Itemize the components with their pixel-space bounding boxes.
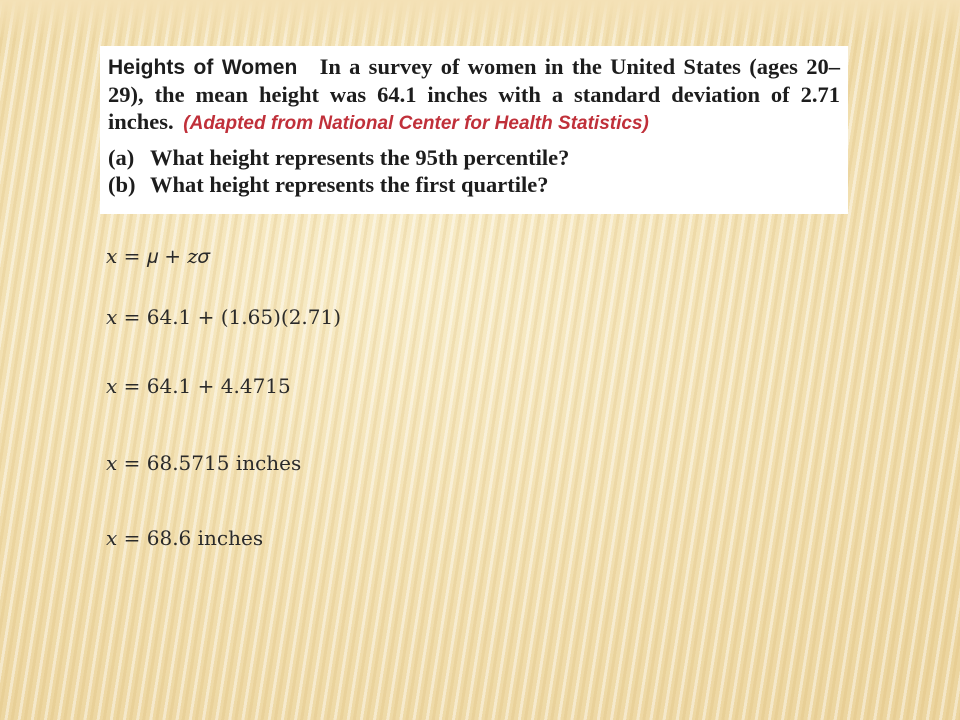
problem-title: Heights of Women bbox=[108, 56, 298, 79]
rounded-result-line: 𝑥 = 68.6 inches bbox=[106, 526, 264, 550]
question-a bbox=[108, 144, 840, 171]
question-b-text: What height represents the first quartile? bbox=[150, 172, 549, 197]
top-decorative-band bbox=[0, 0, 960, 40]
question-a-label: (a) bbox=[108, 145, 135, 170]
question-b bbox=[108, 171, 840, 198]
problem-statement-image bbox=[100, 46, 848, 214]
problem-source: (Adapted from National Center for Health Statistics) bbox=[183, 113, 649, 134]
problem-text: In a survey of women in the United States (ages 20–29), the mean height was 64.1 inches with a standard deviation of 2.71 inches. bbox=[108, 54, 840, 134]
problem-paragraph bbox=[108, 53, 840, 137]
substitution-line: 𝑥 = 64.1 + (1.65)(2.71) bbox=[106, 305, 342, 329]
exact-result-line: 𝑥 = 68.5715 inches bbox=[106, 451, 302, 475]
question-b-label: (b) bbox=[108, 172, 136, 197]
product-line: 𝑥 = 64.1 + 4.4715 bbox=[106, 374, 291, 398]
formula-line: 𝑥 = 𝜇 + 𝑧𝜎 bbox=[106, 244, 210, 268]
question-a-text: What height represents the 95th percentile? bbox=[150, 145, 570, 170]
